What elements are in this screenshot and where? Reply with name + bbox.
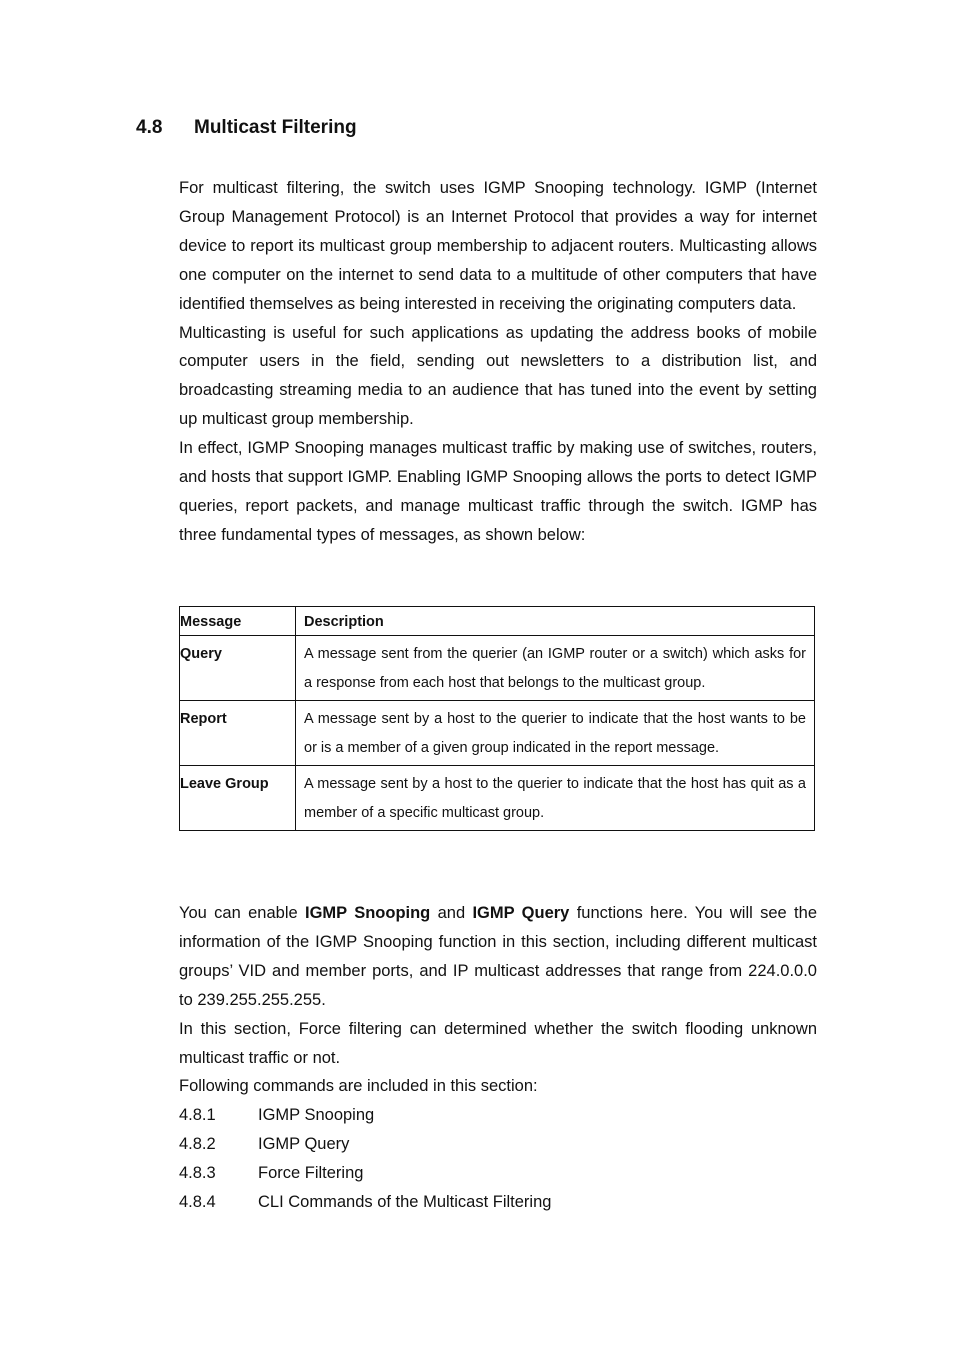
outro-text <box>179 899 817 1217</box>
table-row <box>180 701 815 766</box>
description-cell: A message sent by a host to the querier to indicate that the host wants to be or is a member of a given group indicated in the report message. <box>296 701 815 766</box>
message-types-table <box>179 606 815 831</box>
toc-item <box>179 1130 817 1159</box>
intro-paragraph: Multicasting is useful for such applications as updating the address books of mobile computer users in the field, sending out newsletters to a distribution list, and broadcasting streaming media to an audience that has tuned into the event by setting up multicast group membership. <box>179 323 817 429</box>
section-number: 4.8 <box>136 117 163 138</box>
text-run: You can enable <box>179 904 305 922</box>
toc-number: 4.8.1 <box>179 1106 216 1125</box>
toc-label: Force Filtering <box>258 1164 364 1183</box>
bold-igmp-query: IGMP Query <box>472 904 570 922</box>
toc-label: IGMP Snooping <box>258 1106 375 1125</box>
bold-igmp-snooping: IGMP Snooping <box>305 904 431 922</box>
table-row <box>180 766 815 831</box>
description-cell: A message sent by a host to the querier to indicate that the host has quit as a member of a specific multicast group. <box>296 766 815 831</box>
section-title: Multicast Filtering <box>194 117 357 138</box>
intro-paragraph: In effect, IGMP Snooping manages multicast traffic by making use of switches, routers, and hosts that support IGMP. Enabling IGMP Snooping allows the ports to detect IGMP queries, report packets, and manage multicast traffic through the switch. IGMP has three fundamental types of messages, as shown below: <box>179 439 817 544</box>
toc-item <box>179 1101 817 1130</box>
header-description: Description <box>296 607 815 636</box>
intro-text <box>179 174 817 550</box>
intro-paragraph: For multicast filtering, the switch uses IGMP Snooping technology. IGMP (Internet Group Management Protocol) is an Internet Protocol that provides a way for internet device to report its multicast group membership to adjacent routers. Multicasting allows one computer on the internet to send data to a multitude of other computers that have identified themselves as being interested in receiving the originating computers data. <box>179 179 817 313</box>
table-header-row <box>180 607 815 636</box>
outro-paragraph-2: In this section, Force filtering can determined whether the switch flooding unknown multicast traffic or not. <box>179 1019 817 1067</box>
message-cell: Leave Group <box>180 766 296 831</box>
message-cell: Report <box>180 701 296 766</box>
toc-item <box>179 1188 817 1217</box>
section-heading <box>136 117 357 139</box>
toc-list <box>179 1101 817 1217</box>
text-run: functions here. You will see the information of the IGMP Snooping function in this section, including different multicast groups’ VID and member ports, and IP multicast addresses that range from 224.0.0.0 to 239.255.255.255. <box>179 904 817 1009</box>
toc-number: 4.8.4 <box>179 1193 216 1212</box>
outro-paragraph-3: Following commands are included in this section: <box>179 1077 538 1096</box>
toc-label: IGMP Query <box>258 1135 350 1154</box>
toc-label: CLI Commands of the Multicast Filtering <box>258 1193 552 1212</box>
table-row <box>180 636 815 701</box>
message-cell: Query <box>180 636 296 701</box>
toc-number: 4.8.3 <box>179 1164 216 1183</box>
toc-number: 4.8.2 <box>179 1135 216 1154</box>
description-cell: A message sent from the querier (an IGMP router or a switch) which asks for a response from each host that belongs to the multicast group. <box>296 636 815 701</box>
toc-item <box>179 1159 817 1188</box>
outro-paragraph-1 <box>179 899 817 1015</box>
header-message: Message <box>180 607 296 636</box>
text-run: and <box>430 904 473 922</box>
